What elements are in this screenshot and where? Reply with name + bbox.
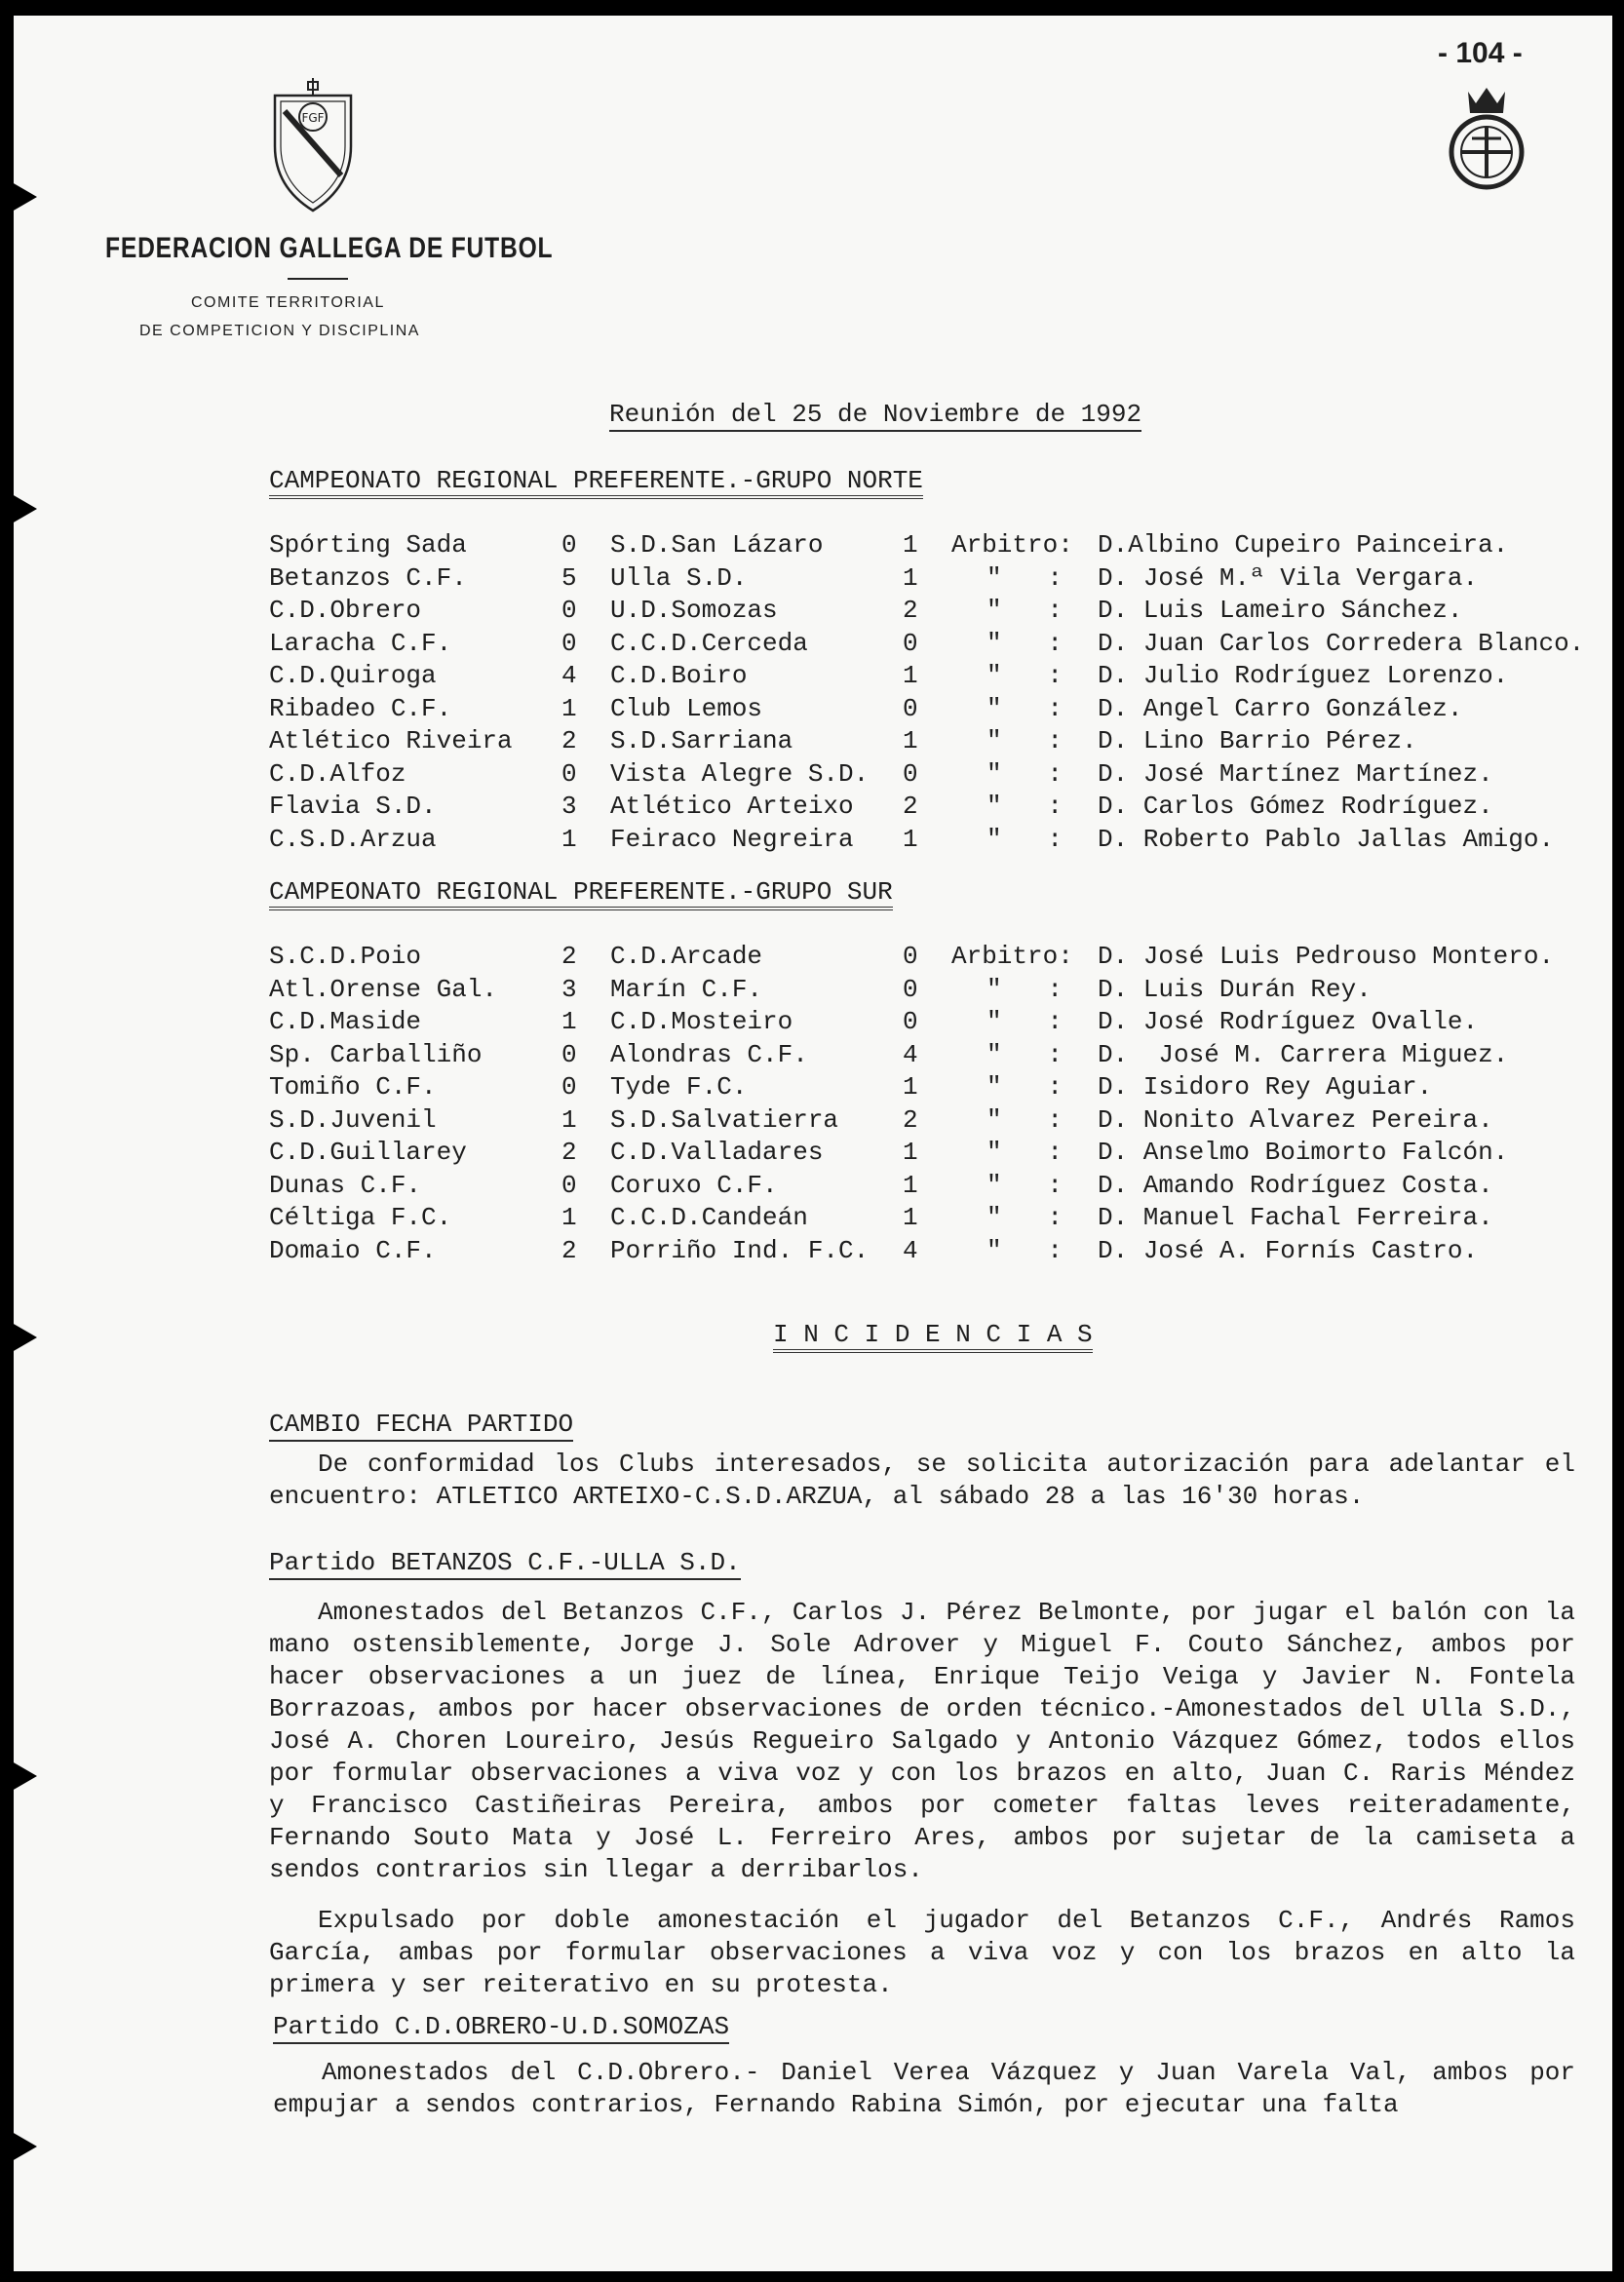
committee-line-2: DE COMPETICION Y DISCIPLINA [139,323,420,339]
referee-name: D. José Luis Pedrouso Montero. [1098,942,1555,971]
paper-edge-notch [0,1755,37,1798]
away-team: Porriño Ind. F.C. [610,1235,870,1265]
referee-name: D. Luis Lameiro Sánchez. [1098,596,1463,625]
referee-label: " : [986,562,1063,593]
home-team: Domaio C.F. [269,1235,437,1265]
betanzos-heading: Partido BETANZOS C.F.-ULLA S.D. [269,1548,741,1580]
home-score: 2 [561,1235,577,1265]
away-score: 0 [903,974,918,1004]
away-score: 0 [903,942,918,971]
referee-label: " : [986,1170,1063,1200]
referee-label: " : [986,792,1063,821]
match-row [0,1236,1624,1269]
referee-name: D. Roberto Pablo Jallas Amigo. [1098,824,1555,854]
referee-name: D.Albino Cupeiro Painceira. [1098,530,1509,560]
referee-label: " : [986,758,1063,789]
away-team: Alondras C.F. [610,1039,808,1069]
referee-name: D. Isidoro Rey Aguiar. [1098,1072,1433,1102]
home-team: Atlético Riveira [269,726,513,755]
referee-name: D. Lino Barrio Pérez. [1098,726,1417,755]
incidencias-title: I N C I D E N C I A S [773,1320,1093,1353]
referee-label: " : [986,1007,1063,1036]
home-team: Laracha C.F. [269,628,452,658]
home-team: C.D.Alfoz [269,758,406,789]
home-score: 0 [561,628,577,658]
away-team: C.D.Boiro [610,661,748,690]
home-score: 1 [561,1007,577,1036]
away-score: 1 [903,661,918,690]
match-row [0,1203,1624,1236]
referee-name: D. Amando Rodríguez Costa. [1098,1170,1493,1200]
away-score: 1 [903,1170,918,1200]
away-score: 1 [903,562,918,593]
home-score: 2 [561,1138,577,1167]
referee-label: " : [986,726,1063,755]
match-row [0,1138,1624,1171]
match-row [0,694,1624,727]
home-score: 4 [561,661,577,690]
paper-edge-notch [0,2125,37,2168]
home-team: Tomiño C.F. [269,1072,437,1102]
home-team: Atl.Orense Gal. [269,974,498,1004]
referee-label: " : [986,693,1063,723]
match-row [0,759,1624,793]
away-team: S.D.San Lázaro [610,530,824,560]
referee-label: " : [986,1072,1063,1102]
home-team: C.D.Quiroga [269,661,437,690]
referee-label: " : [986,596,1063,625]
svg-text:FGF: FGF [301,111,325,125]
away-team: C.D.Arcade [610,942,763,971]
home-score: 1 [561,693,577,723]
referee-label: " : [986,974,1063,1004]
away-team: C.D.Valladares [610,1138,824,1167]
away-team: Ulla S.D. [610,562,748,593]
match-row [0,726,1624,759]
cambio-heading: CAMBIO FECHA PARTIDO [269,1410,573,1442]
match-row [0,942,1624,975]
home-team: C.D.Guillarey [269,1138,467,1167]
paper-edge-notch [0,1316,37,1359]
match-row [0,1040,1624,1073]
away-score: 0 [903,693,918,723]
home-score: 0 [561,1039,577,1069]
away-team: Vista Alegre S.D. [610,758,870,789]
referee-name: D. José M.ª Vila Vergara. [1098,562,1479,593]
away-score: 1 [903,726,918,755]
match-row [0,629,1624,662]
home-score: 0 [561,530,577,560]
match-row [0,1072,1624,1105]
home-score: 2 [561,942,577,971]
home-score: 0 [561,1170,577,1200]
away-team: U.D.Somozas [610,596,778,625]
referee-name: D. Carlos Gómez Rodríguez. [1098,792,1493,821]
away-team: Marín C.F. [610,974,763,1004]
paper-edge-notch [0,175,37,218]
referee-label: " : [986,1235,1063,1265]
match-row [0,1171,1624,1204]
home-score: 3 [561,792,577,821]
away-team: C.D.Mosteiro [610,1007,793,1036]
away-team: Atlético Arteixo [610,792,854,821]
referee-label: Arbitro: [951,530,1073,560]
home-team: S.D.Juvenil [269,1104,437,1135]
referee-label: " : [986,824,1063,854]
away-score: 2 [903,596,918,625]
referee-name: D. Angel Carro González. [1098,693,1463,723]
away-score: 1 [903,1138,918,1167]
match-row [0,792,1624,825]
committee-line-1: COMITE TERRITORIAL [191,294,385,311]
away-score: 0 [903,758,918,789]
page-number: - 104 - [1438,37,1523,69]
referee-name: D. José Martínez Martínez. [1098,758,1493,789]
home-team: Dunas C.F. [269,1170,422,1200]
home-score: 0 [561,758,577,789]
match-row [0,530,1624,563]
match-row [0,661,1624,694]
away-score: 4 [903,1039,918,1069]
referee-name: D. Julio Rodríguez Lorenzo. [1098,661,1509,690]
away-team: Tyde F.C. [610,1072,748,1102]
away-team: C.C.D.Candeán [610,1203,808,1232]
away-score: 4 [903,1235,918,1265]
obrero-heading: Partido C.D.OBRERO-U.D.SOMOZAS [273,2012,729,2044]
referee-label: " : [986,1138,1063,1167]
header-divider [288,278,348,280]
referee-name: D. Anselmo Boimorto Falcón. [1098,1138,1509,1167]
home-team: C.D.Obrero [269,596,422,625]
paper-edge-notch [0,487,37,530]
betanzos-paragraph-2: Expulsado por doble amonestación el jugador del Betanzos C.F., Andrés Ramos García, ambas por formular observaciones a viva voz y con los brazos en alto la primera y ser reiterativo en su protesta. [269,1906,1575,1999]
federation-shield-logo [271,78,355,214]
betanzos-paragraph-1: Amonestados del Betanzos C.F., Carlos J. Pérez Belmonte, por jugar el balón con la mano ostensiblemente, Jorge J. Sole Adrover y Miguel F. Couto Sánchez, ambos por hacer observaciones a un juez de línea, Enrique Teijo Veiga y Javier N. Fontela Borrazoas, ambos por hacer observaciones de orden técnico.-Amonestados del Ulla S.D., José A. Choren Loureiro, Jesús Regueiro Salgado y Antonio Vázquez Gómez, todos ellos por formular observaciones a viva voz y con los brazos en alto, Juan C. Raris Méndez y Francisco Castiñeiras Pereira, ambos por cometer faltas leves reiteradamente, Fernando Souto Mata y José L. Ferreiro Ares, ambos por sujetar de la camiseta a sendos contrarios sin llegar a derribarlos. [269,1598,1575,1884]
referee-name: D. José A. Fornís Castro. [1098,1235,1479,1265]
home-team: S.C.D.Poio [269,942,422,971]
sur-heading: CAMPEONATO REGIONAL PREFERENTE.-GRUPO SUR [269,877,893,910]
meeting-title: Reunión del 25 de Noviembre de 1992 [609,400,1141,432]
referee-name: D. Luis Durán Rey. [1098,974,1372,1004]
home-score: 5 [561,562,577,593]
norte-heading: CAMPEONATO REGIONAL PREFERENTE.-GRUPO NORTE [269,466,923,499]
home-score: 2 [561,726,577,755]
obrero-paragraph-1: Amonestados del C.D.Obrero.- Daniel Verea Vázquez y Juan Varela Val, ambos por empujar a sendos contrarios, Fernando Rabina Simón, por ejecutar una falta [273,2058,1575,2119]
referee-name: D. José Rodríguez Ovalle. [1098,1007,1479,1036]
home-score: 1 [561,1104,577,1135]
away-team: S.D.Salvatierra [610,1104,839,1135]
match-row [0,563,1624,597]
away-score: 1 [903,1072,918,1102]
home-team: Flavia S.D. [269,792,437,821]
away-team: Club Lemos [610,693,763,723]
home-team: Sp. Carballiño [269,1039,483,1069]
home-score: 3 [561,974,577,1004]
away-score: 2 [903,792,918,821]
cambio-text: De conformidad los Clubs interesados, se solicita autorización para adelantar el encuentro: ATLETICO ARTEIXO-C.S.D.ARZUA, al sábado 28 a las 16'30 horas. [269,1450,1575,1511]
match-row [0,975,1624,1008]
referee-name: D. Juan Carlos Corredera Blanco. [1098,628,1585,658]
home-team: Spórting Sada [269,530,467,560]
home-score: 0 [561,596,577,625]
away-score: 1 [903,824,918,854]
crown-crest-logo [1447,82,1527,193]
away-team: Feiraco Negreira [610,824,854,854]
away-team: Coruxo C.F. [610,1170,778,1200]
referee-name: D. Nonito Alvarez Pereira. [1098,1104,1493,1135]
away-score: 1 [903,1203,918,1232]
referee-label: " : [986,1203,1063,1232]
home-team: C.D.Maside [269,1007,422,1036]
home-score: 0 [561,1072,577,1102]
away-score: 1 [903,530,918,560]
match-row [0,1007,1624,1040]
referee-name: D. Manuel Fachal Ferreira. [1098,1203,1493,1232]
org-name: FEDERACION GALLEGA DE FUTBOL [105,232,554,264]
referee-label: " : [986,1104,1063,1135]
referee-name: D. José M. Carrera Miguez. [1098,1039,1509,1069]
referee-label: " : [986,661,1063,690]
home-team: C.S.D.Arzua [269,824,437,854]
away-team: C.C.D.Cerceda [610,628,808,658]
away-score: 0 [903,628,918,658]
referee-label: " : [986,1039,1063,1069]
away-team: S.D.Sarriana [610,726,793,755]
referee-label: Arbitro: [951,942,1073,971]
match-row [0,1105,1624,1139]
home-team: Céltiga F.C. [269,1203,452,1232]
home-team: Betanzos C.F. [269,562,467,593]
away-score: 2 [903,1104,918,1135]
home-score: 1 [561,824,577,854]
match-row [0,596,1624,629]
home-team: Ribadeo C.F. [269,693,452,723]
away-score: 0 [903,1007,918,1036]
match-row [0,825,1624,858]
home-score: 1 [561,1203,577,1232]
referee-label: " : [986,628,1063,658]
